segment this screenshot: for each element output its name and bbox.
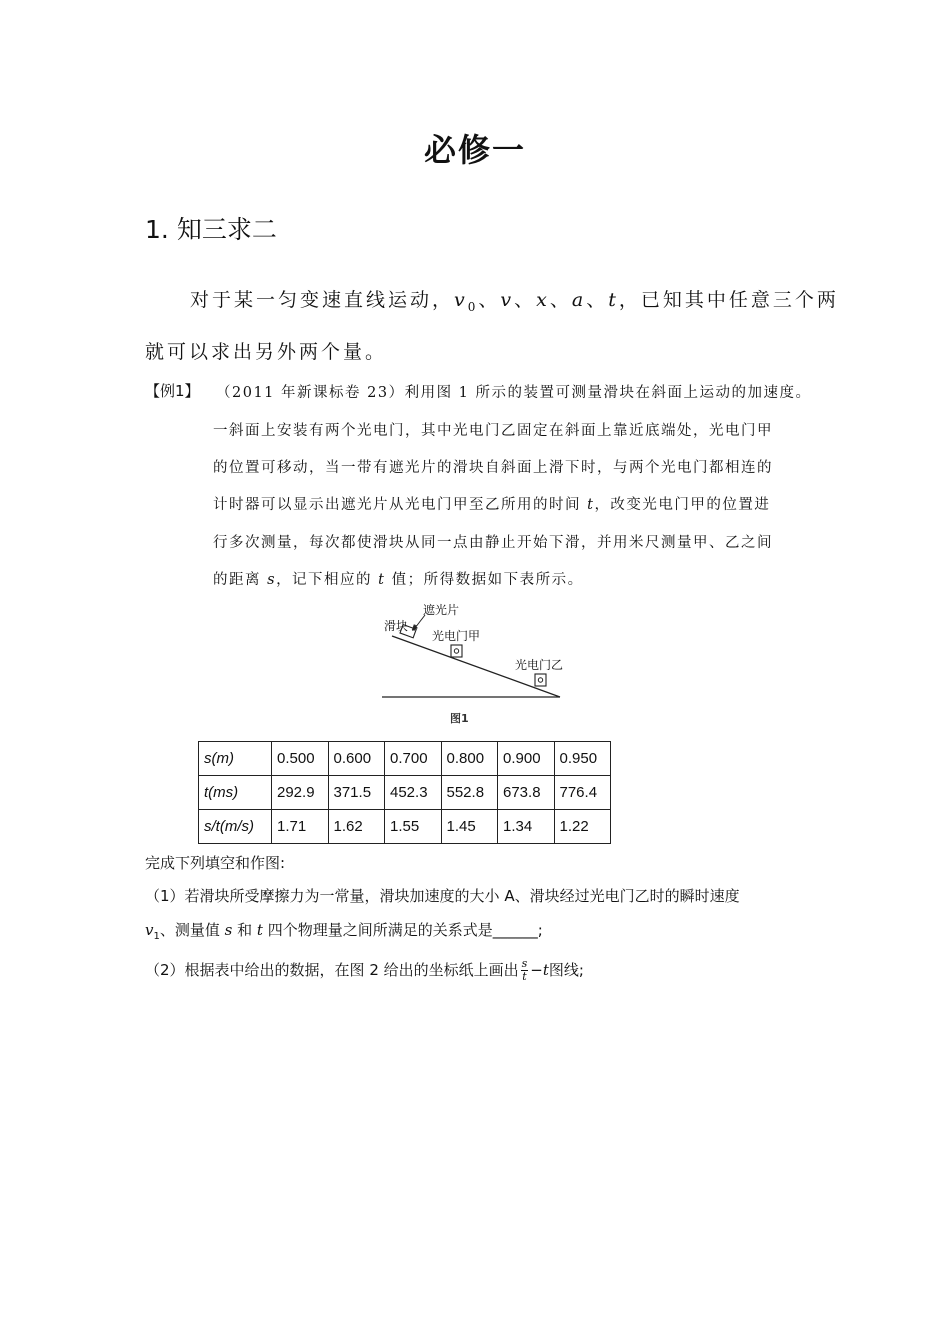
var-t: t — [542, 961, 549, 979]
table-cell: 1.34 — [498, 810, 555, 844]
row-header: s(m) — [199, 742, 272, 776]
separator: 、 — [478, 289, 501, 311]
var-x: x — [536, 289, 550, 311]
table-cell: 673.8 — [498, 776, 555, 810]
intro-text: 对于某一匀变速直线运动， — [190, 289, 455, 311]
table-cell: 776.4 — [554, 776, 611, 810]
example-line-1: （2011 年新课标卷 23）利用图 1 所示的装置可测量滑块在斜面上运动的加速度。 — [216, 385, 812, 401]
question-text: 、测量值 — [159, 921, 225, 939]
row-header: t(ms) — [199, 776, 272, 810]
section-heading — [145, 210, 277, 246]
table-row — [199, 742, 611, 776]
var-v0: v — [454, 289, 468, 311]
data-table — [198, 741, 611, 844]
table-cell: 1.45 — [441, 810, 498, 844]
table-body — [199, 742, 611, 844]
table-cell: 0.950 — [554, 742, 611, 776]
fraction-numerator: s — [521, 957, 528, 970]
intro-line-1 — [190, 285, 839, 314]
table-cell: 0.500 — [272, 742, 329, 776]
var-a: a — [571, 289, 587, 311]
table-cell: 552.8 — [441, 776, 498, 810]
example-line-3: 的位置可移动，当一带有遮光片的滑块自斜面上滑下时，与两个光电门都相连的 — [213, 460, 773, 476]
row-header: s/t(m/s) — [199, 810, 272, 844]
separator: 、 — [549, 289, 572, 311]
slider-label: 滑块 — [384, 619, 409, 633]
example-label: 【例1】 — [145, 382, 200, 400]
var-v: v — [500, 289, 515, 311]
table-cell: 0.900 — [498, 742, 555, 776]
section-number: 1. — [145, 215, 169, 244]
var-t: t — [378, 572, 386, 588]
question-text: 四个物理量之间所满足的关系式是______; — [262, 921, 543, 939]
question-1-line-2 — [145, 919, 543, 942]
var-t: t — [608, 289, 619, 311]
gate-a-label: 光电门甲 — [432, 629, 481, 643]
fraction-s-over-t — [521, 958, 529, 983]
example-text: 值；所得数据如下表所示。 — [385, 572, 584, 588]
example-text: ，记下相应的 — [276, 572, 379, 588]
question-text: 和 — [232, 921, 257, 939]
figure-caption: 图1 — [450, 712, 469, 725]
var-s: s — [267, 572, 277, 588]
example-line-6 — [213, 568, 584, 589]
var-v1-subscript: 1 — [153, 931, 160, 942]
var-v1: v — [145, 921, 154, 939]
question-1-line-1: （1）若滑块所受摩擦力为一常量，滑块加速度的大小 A、滑块经过光电门乙时的瞬时速度 — [145, 887, 740, 905]
shade-label: 遮光片 — [423, 603, 460, 617]
example-line-2: 一斜面上安装有两个光电门，其中光电门乙固定在斜面上靠近底端处，光电门甲 — [213, 423, 773, 439]
table-cell: 0.600 — [328, 742, 385, 776]
var-s: s — [224, 921, 233, 939]
example-text: 计时器可以显示出遮光片从光电门甲至乙所用的时间 — [213, 497, 588, 513]
gate-b-label: 光电门乙 — [515, 658, 564, 672]
table-cell: 371.5 — [328, 776, 385, 810]
example-line-5: 行多次测量，每次都使滑块从同一点由静止开始下滑，并用米尺测量甲、乙之间 — [213, 535, 773, 551]
table-cell: 1.55 — [385, 810, 442, 844]
task-intro: 完成下列填空和作图: — [145, 854, 286, 872]
table-cell: 1.62 — [328, 810, 385, 844]
photogate-b — [535, 674, 546, 686]
section-title: 知三求二 — [176, 215, 277, 244]
table-cell: 452.3 — [385, 776, 442, 810]
example-text: ，改变光电门甲的位置进 — [594, 497, 771, 513]
photogate-a — [451, 645, 462, 657]
intro-text: ，已知其中任意三个两 — [618, 289, 839, 311]
table-cell: 1.71 — [272, 810, 329, 844]
separator: 、 — [514, 289, 537, 311]
example-text: 的距离 — [213, 572, 268, 588]
question-2 — [145, 958, 584, 983]
example-line-4 — [213, 493, 770, 514]
minus-sign: − — [530, 961, 543, 979]
question-text: （2）根据表中给出的数据，在图 2 给出的坐标纸上画出 — [145, 961, 519, 979]
separator: 、 — [586, 289, 609, 311]
var-t: t — [587, 497, 595, 513]
table-cell: 292.9 — [272, 776, 329, 810]
intro-line-2: 就可以求出另外两个量。 — [145, 341, 388, 363]
table-row — [199, 776, 611, 810]
var-v0-subscript: 0 — [467, 299, 479, 314]
var-t: t — [256, 921, 263, 939]
page-title: 必修一 — [423, 131, 526, 169]
question-text: 图线; — [548, 961, 584, 979]
fraction-denominator: t — [522, 970, 527, 983]
table-cell: 0.800 — [441, 742, 498, 776]
table-cell: 0.700 — [385, 742, 442, 776]
incline-figure — [370, 598, 570, 728]
table-row — [199, 810, 611, 844]
table-cell: 1.22 — [554, 810, 611, 844]
